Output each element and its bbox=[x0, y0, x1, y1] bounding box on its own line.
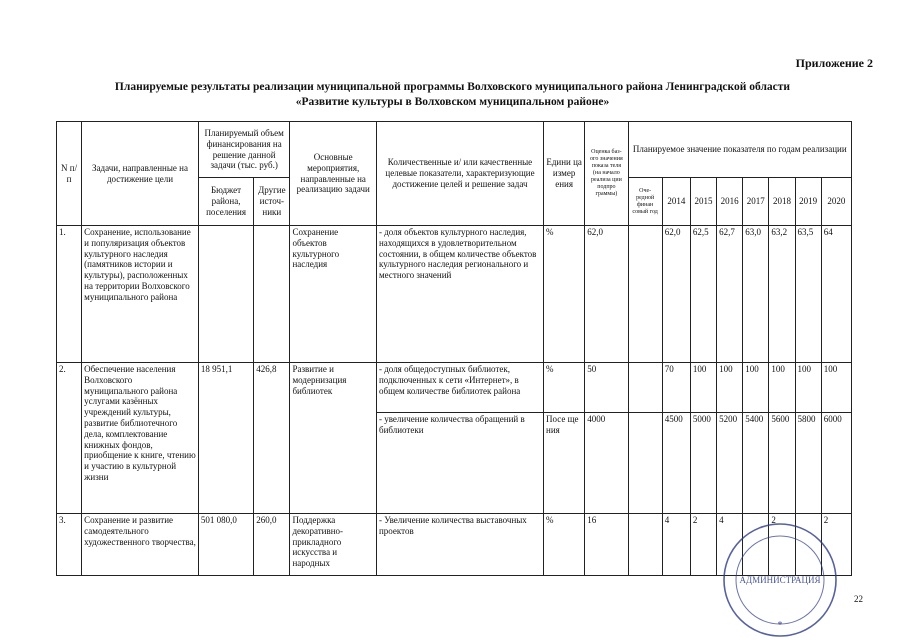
row-indicator: - Увеличение количества выставочных проектов bbox=[376, 514, 543, 576]
row-value: 63,2 bbox=[769, 226, 795, 363]
row-value: 5200 bbox=[717, 413, 743, 514]
row-value: 63,5 bbox=[795, 226, 821, 363]
row-value: 5000 bbox=[690, 413, 716, 514]
row-task: Сохранение, использование и популяризация объектов культурного наследия (памятников истории и культуры), расположенных на территории Волховского муниципального района bbox=[82, 226, 199, 363]
svg-text:*: * bbox=[777, 620, 783, 631]
row-other: 426,8 bbox=[254, 363, 290, 514]
row-value: 5600 bbox=[769, 413, 795, 514]
row-budget: 501 080,0 bbox=[198, 514, 253, 576]
header-other: Другие источ-ники bbox=[254, 178, 290, 226]
row-baseline: 16 bbox=[585, 514, 628, 576]
row-unit: % bbox=[544, 226, 585, 363]
row-value: 62,7 bbox=[717, 226, 743, 363]
row-value: 100 bbox=[769, 363, 795, 413]
row-queue bbox=[628, 514, 662, 576]
title-line-2: «Развитие культуры в Волховском муниципальном районе» bbox=[295, 96, 610, 108]
row-baseline: 62,0 bbox=[585, 226, 628, 363]
row-value: 6000 bbox=[821, 413, 851, 514]
header-year: 2018 bbox=[769, 178, 795, 226]
row-budget bbox=[198, 226, 253, 363]
svg-text:АДМИНИСТРАЦИЯ: АДМИНИСТРАЦИЯ bbox=[739, 575, 821, 585]
row-value: 62,5 bbox=[690, 226, 716, 363]
row-value: 4 bbox=[717, 514, 743, 576]
title-line-1: Планируемые результаты реализации муниципальной программы Волховского муниципального района Ленинградской области bbox=[114, 81, 791, 93]
row-value: 2 bbox=[821, 514, 851, 576]
row-baseline: 4000 bbox=[585, 413, 628, 514]
header-baseline: Оценка баз-ого значения показа теля (на начало реализа ции подпро граммы) bbox=[585, 122, 628, 226]
row-value: 63,0 bbox=[743, 226, 769, 363]
header-year: 2020 bbox=[821, 178, 851, 226]
header-year: 2017 bbox=[743, 178, 769, 226]
row-budget: 18 951,1 bbox=[198, 363, 253, 514]
header-year: 2014 bbox=[662, 178, 690, 226]
row-measure: Сохранение объектов культурного наследия bbox=[290, 226, 377, 363]
row-value: 5800 bbox=[795, 413, 821, 514]
row-indicator: - доля объектов культурного наследия, находящихся в удовлетворительном состоянии, в общем количестве объектов культурного наследия регионального и местного значений bbox=[376, 226, 543, 363]
row-other: 260,0 bbox=[254, 514, 290, 576]
row-num: 3. bbox=[57, 514, 82, 576]
row-value: 100 bbox=[821, 363, 851, 413]
row-indicator: - увеличение количества обращений в библиотеки bbox=[376, 413, 543, 514]
row-value: 4500 bbox=[662, 413, 690, 514]
header-year: 2016 bbox=[717, 178, 743, 226]
header-financing: Планируемый объем финансирования на решение данной задачи (тыс. руб.) bbox=[198, 122, 290, 178]
header-measures: Основные мероприятия, направленные на реализацию задачи bbox=[290, 122, 377, 226]
header-queue-year: Оче-редной финан совый год bbox=[628, 178, 662, 226]
row-value: 2 bbox=[769, 514, 795, 576]
header-tasks: Задачи, направленные на достижение цели bbox=[82, 122, 199, 226]
table-row bbox=[57, 226, 852, 363]
row-unit: % bbox=[544, 514, 585, 576]
row-num: 1. bbox=[57, 226, 82, 363]
appendix-label: Приложение 2 bbox=[795, 56, 873, 70]
results-table bbox=[56, 121, 852, 576]
official-seal-stamp bbox=[720, 520, 840, 640]
header-unit: Едини ца измер ения bbox=[544, 122, 585, 226]
row-queue bbox=[628, 363, 662, 413]
row-value: 100 bbox=[795, 363, 821, 413]
row-unit: Посе ще ния bbox=[544, 413, 585, 514]
row-value: 100 bbox=[717, 363, 743, 413]
row-measure: Поддержка декоративно-прикладного искусства и народных bbox=[290, 514, 377, 576]
row-measure: Развитие и модернизация библиотек bbox=[290, 363, 377, 514]
row-queue bbox=[628, 413, 662, 514]
row-value: 2 bbox=[690, 514, 716, 576]
row-unit: % bbox=[544, 363, 585, 413]
header-year: 2015 bbox=[690, 178, 716, 226]
row-num: 2. bbox=[57, 363, 82, 514]
row-queue bbox=[628, 226, 662, 363]
page-number: 22 bbox=[854, 594, 863, 604]
row-task: Обеспечение населения Волховского муниципального района услугами казённых учреждений культуры, развитие библиотечного дела, комплектование книжных фондов, приобщение к книге, чтению и участию в культурной жизни bbox=[82, 363, 199, 514]
header-indicators: Количественные и/ или качественные целевые показатели, характеризующие достижение целей и решение задач bbox=[376, 122, 543, 226]
row-value: 100 bbox=[743, 363, 769, 413]
document-title bbox=[0, 80, 905, 110]
row-value: 62,0 bbox=[662, 226, 690, 363]
row-baseline: 50 bbox=[585, 363, 628, 413]
table-row bbox=[57, 363, 852, 413]
row-value: 70 bbox=[662, 363, 690, 413]
header-year: 2019 bbox=[795, 178, 821, 226]
header-budget: Бюджет района, поселения bbox=[198, 178, 253, 226]
row-value: 4 bbox=[662, 514, 690, 576]
row-value: 100 bbox=[690, 363, 716, 413]
row-value: 64 bbox=[821, 226, 851, 363]
header-planned: Планируемое значение показателя по годам реализации bbox=[628, 122, 851, 178]
row-indicator: - доля общедоступных библиотек, подключенных к сети «Интернет», в общем количестве библиотек района bbox=[376, 363, 543, 413]
row-other bbox=[254, 226, 290, 363]
header-num: N п/п bbox=[57, 122, 82, 226]
row-value: 5400 bbox=[743, 413, 769, 514]
row-task: Сохранение и развитие самодеятельного художественного творчества, bbox=[82, 514, 199, 576]
